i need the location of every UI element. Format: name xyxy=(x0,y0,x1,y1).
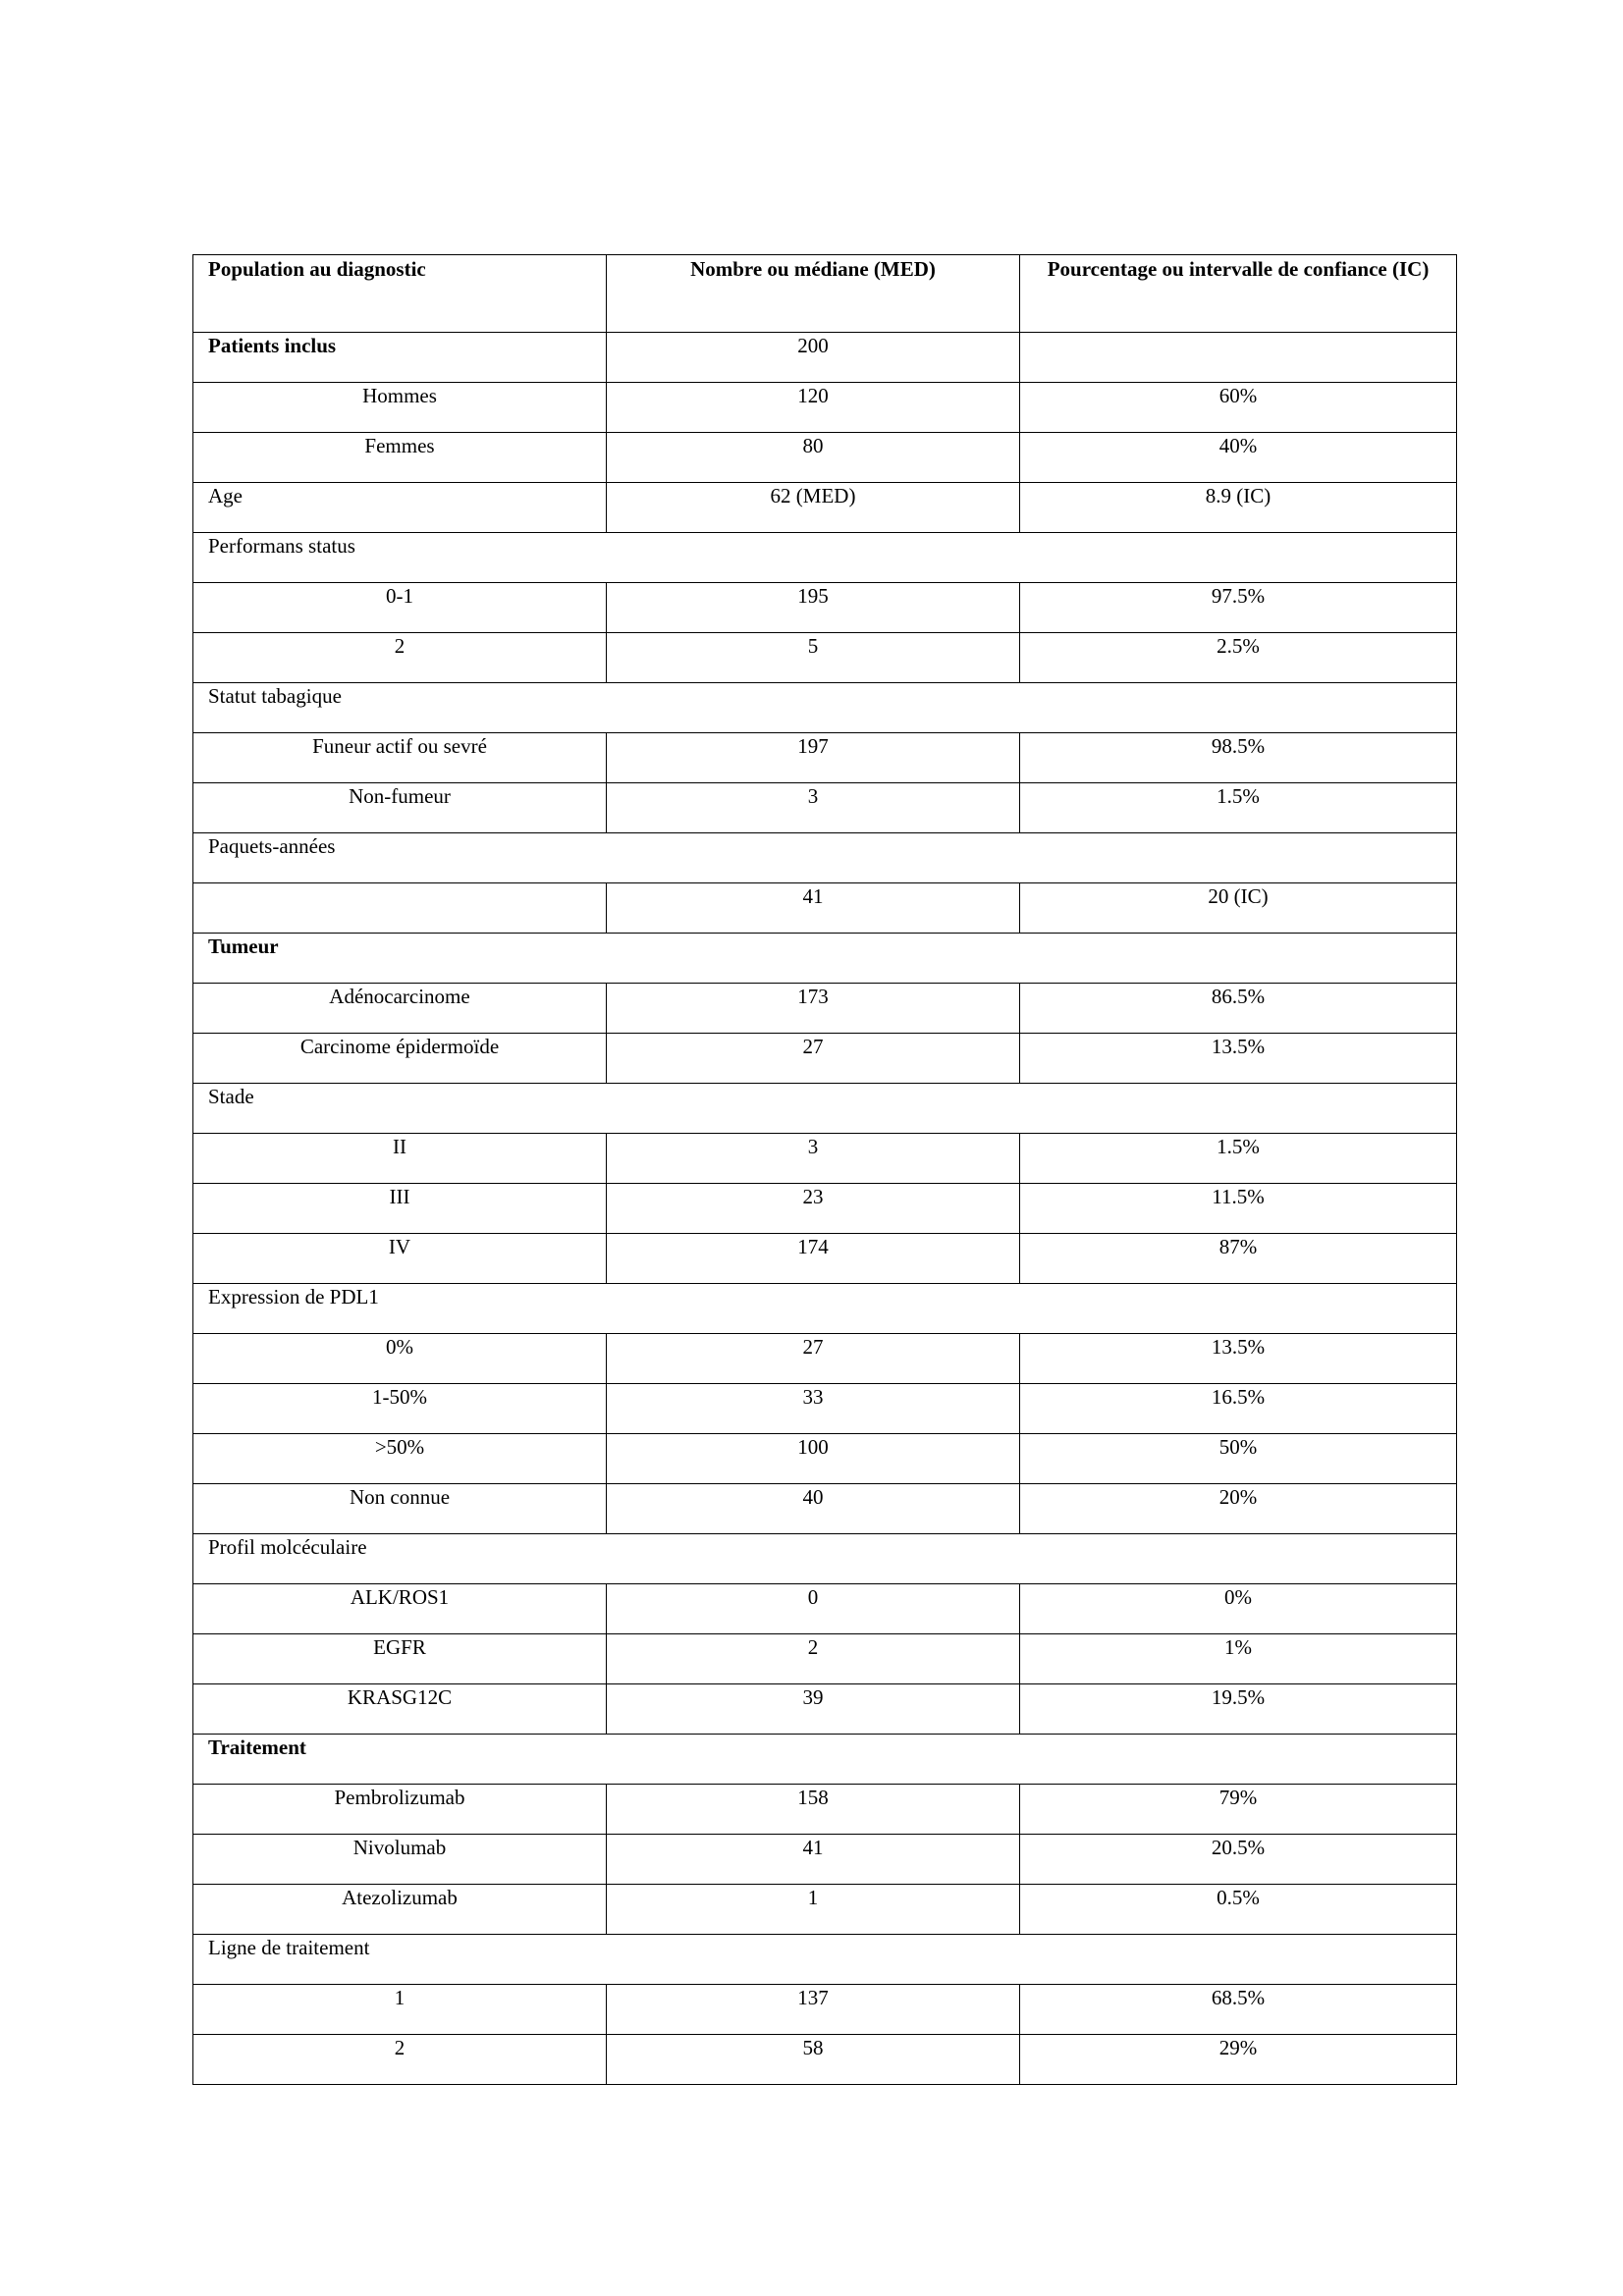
row-value-cell: 39 xyxy=(607,1684,1020,1735)
row-percentage-cell: 79% xyxy=(1020,1785,1457,1835)
row-percentage-cell: 1.5% xyxy=(1020,783,1457,833)
row-label-cell: >50% xyxy=(193,1434,607,1484)
row-label-cell: 0% xyxy=(193,1334,607,1384)
table-row xyxy=(193,583,1457,633)
section-label: Ligne de traitement xyxy=(193,1935,1457,1985)
section-label: Profil molcéculaire xyxy=(193,1534,1457,1584)
table-row xyxy=(193,1684,1457,1735)
table-row xyxy=(193,383,1457,433)
row-label-cell: II xyxy=(193,1134,607,1184)
row-value-cell: 0 xyxy=(607,1584,1020,1634)
table-row xyxy=(193,1434,1457,1484)
row-value-cell: 174 xyxy=(607,1234,1020,1284)
table-row xyxy=(193,333,1457,383)
row-label-cell: IV xyxy=(193,1234,607,1284)
row-value-cell: 3 xyxy=(607,783,1020,833)
row-label-cell: Femmes xyxy=(193,433,607,483)
header-cell-percentage: Pourcentage ou intervalle de confiance (IC) xyxy=(1020,255,1457,333)
table-row xyxy=(193,1484,1457,1534)
row-value-cell: 120 xyxy=(607,383,1020,433)
row-label-cell: Atezolizumab xyxy=(193,1885,607,1935)
row-percentage-cell: 8.9 (IC) xyxy=(1020,483,1457,533)
row-value-cell: 158 xyxy=(607,1785,1020,1835)
row-percentage-cell: 13.5% xyxy=(1020,1034,1457,1084)
row-value-cell: 27 xyxy=(607,1334,1020,1384)
row-value-cell: 62 (MED) xyxy=(607,483,1020,533)
section-row xyxy=(193,533,1457,583)
row-value-cell: 41 xyxy=(607,1835,1020,1885)
row-percentage-cell xyxy=(1020,333,1457,383)
table-row xyxy=(193,883,1457,934)
table-row xyxy=(193,984,1457,1034)
row-percentage-cell: 13.5% xyxy=(1020,1334,1457,1384)
table-row xyxy=(193,1184,1457,1234)
table-row xyxy=(193,1334,1457,1384)
table-row xyxy=(193,1034,1457,1084)
row-percentage-cell: 1% xyxy=(1020,1634,1457,1684)
table-row xyxy=(193,1885,1457,1935)
row-percentage-cell: 40% xyxy=(1020,433,1457,483)
section-label: Tumeur xyxy=(193,934,1457,984)
row-value-cell: 58 xyxy=(607,2035,1020,2085)
section-label: Stade xyxy=(193,1084,1457,1134)
table-row xyxy=(193,1234,1457,1284)
row-value-cell: 41 xyxy=(607,883,1020,934)
row-percentage-cell: 86.5% xyxy=(1020,984,1457,1034)
section-label: Paquets-années xyxy=(193,833,1457,883)
row-label-cell: 1 xyxy=(193,1985,607,2035)
row-value-cell: 40 xyxy=(607,1484,1020,1534)
table-row xyxy=(193,1835,1457,1885)
table-row xyxy=(193,483,1457,533)
section-row xyxy=(193,1284,1457,1334)
row-percentage-cell: 2.5% xyxy=(1020,633,1457,683)
row-percentage-cell: 29% xyxy=(1020,2035,1457,2085)
table-row xyxy=(193,1634,1457,1684)
row-value-cell: 200 xyxy=(607,333,1020,383)
row-value-cell: 3 xyxy=(607,1134,1020,1184)
table-row xyxy=(193,433,1457,483)
row-label-cell: Non connue xyxy=(193,1484,607,1534)
table-row xyxy=(193,1785,1457,1835)
row-value-cell: 137 xyxy=(607,1985,1020,2035)
section-row xyxy=(193,1935,1457,1985)
row-label-cell: Non-fumeur xyxy=(193,783,607,833)
row-label-cell: Patients inclus xyxy=(193,333,607,383)
row-percentage-cell: 0.5% xyxy=(1020,1885,1457,1935)
row-value-cell: 27 xyxy=(607,1034,1020,1084)
section-row xyxy=(193,1735,1457,1785)
row-value-cell: 195 xyxy=(607,583,1020,633)
row-percentage-cell: 87% xyxy=(1020,1234,1457,1284)
section-row xyxy=(193,833,1457,883)
table-row xyxy=(193,783,1457,833)
row-value-cell: 173 xyxy=(607,984,1020,1034)
row-label-cell: Nivolumab xyxy=(193,1835,607,1885)
row-label-cell xyxy=(193,883,607,934)
row-label-cell: 2 xyxy=(193,633,607,683)
row-label-cell: 0-1 xyxy=(193,583,607,633)
row-percentage-cell: 20 (IC) xyxy=(1020,883,1457,934)
table-body xyxy=(193,255,1457,2085)
section-label: Expression de PDL1 xyxy=(193,1284,1457,1334)
row-label-cell: Funeur actif ou sevré xyxy=(193,733,607,783)
row-value-cell: 197 xyxy=(607,733,1020,783)
row-percentage-cell: 97.5% xyxy=(1020,583,1457,633)
table-row xyxy=(193,1384,1457,1434)
row-percentage-cell: 68.5% xyxy=(1020,1985,1457,2035)
header-cell-number: Nombre ou médiane (MED) xyxy=(607,255,1020,333)
row-label-cell: Pembrolizumab xyxy=(193,1785,607,1835)
section-label: Statut tabagique xyxy=(193,683,1457,733)
table-row xyxy=(193,1584,1457,1634)
row-value-cell: 1 xyxy=(607,1885,1020,1935)
row-label-cell: Age xyxy=(193,483,607,533)
row-percentage-cell: 1.5% xyxy=(1020,1134,1457,1184)
table-row xyxy=(193,2035,1457,2085)
row-value-cell: 80 xyxy=(607,433,1020,483)
row-percentage-cell: 60% xyxy=(1020,383,1457,433)
row-percentage-cell: 16.5% xyxy=(1020,1384,1457,1434)
row-label-cell: ALK/ROS1 xyxy=(193,1584,607,1634)
row-label-cell: Adénocarcinome xyxy=(193,984,607,1034)
row-percentage-cell: 19.5% xyxy=(1020,1684,1457,1735)
row-percentage-cell: 20.5% xyxy=(1020,1835,1457,1885)
section-label: Performans status xyxy=(193,533,1457,583)
row-percentage-cell: 98.5% xyxy=(1020,733,1457,783)
section-row xyxy=(193,1084,1457,1134)
header-cell-population: Population au diagnostic xyxy=(193,255,607,333)
table-row xyxy=(193,1985,1457,2035)
row-value-cell: 2 xyxy=(607,1634,1020,1684)
row-label-cell: KRASG12C xyxy=(193,1684,607,1735)
row-label-cell: EGFR xyxy=(193,1634,607,1684)
table-header-row xyxy=(193,255,1457,333)
row-percentage-cell: 20% xyxy=(1020,1484,1457,1534)
row-percentage-cell: 50% xyxy=(1020,1434,1457,1484)
table-row xyxy=(193,733,1457,783)
row-percentage-cell: 11.5% xyxy=(1020,1184,1457,1234)
row-label-cell: III xyxy=(193,1184,607,1234)
row-value-cell: 23 xyxy=(607,1184,1020,1234)
row-percentage-cell: 0% xyxy=(1020,1584,1457,1634)
row-value-cell: 100 xyxy=(607,1434,1020,1484)
row-label-cell: Hommes xyxy=(193,383,607,433)
table-row xyxy=(193,1134,1457,1184)
row-label-cell: 1-50% xyxy=(193,1384,607,1434)
row-label-cell: Carcinome épidermoïde xyxy=(193,1034,607,1084)
section-row xyxy=(193,1534,1457,1584)
table-row xyxy=(193,633,1457,683)
row-value-cell: 5 xyxy=(607,633,1020,683)
section-row xyxy=(193,683,1457,733)
section-label: Traitement xyxy=(193,1735,1457,1785)
row-label-cell: 2 xyxy=(193,2035,607,2085)
row-value-cell: 33 xyxy=(607,1384,1020,1434)
section-row xyxy=(193,934,1457,984)
population-table xyxy=(192,254,1457,2085)
